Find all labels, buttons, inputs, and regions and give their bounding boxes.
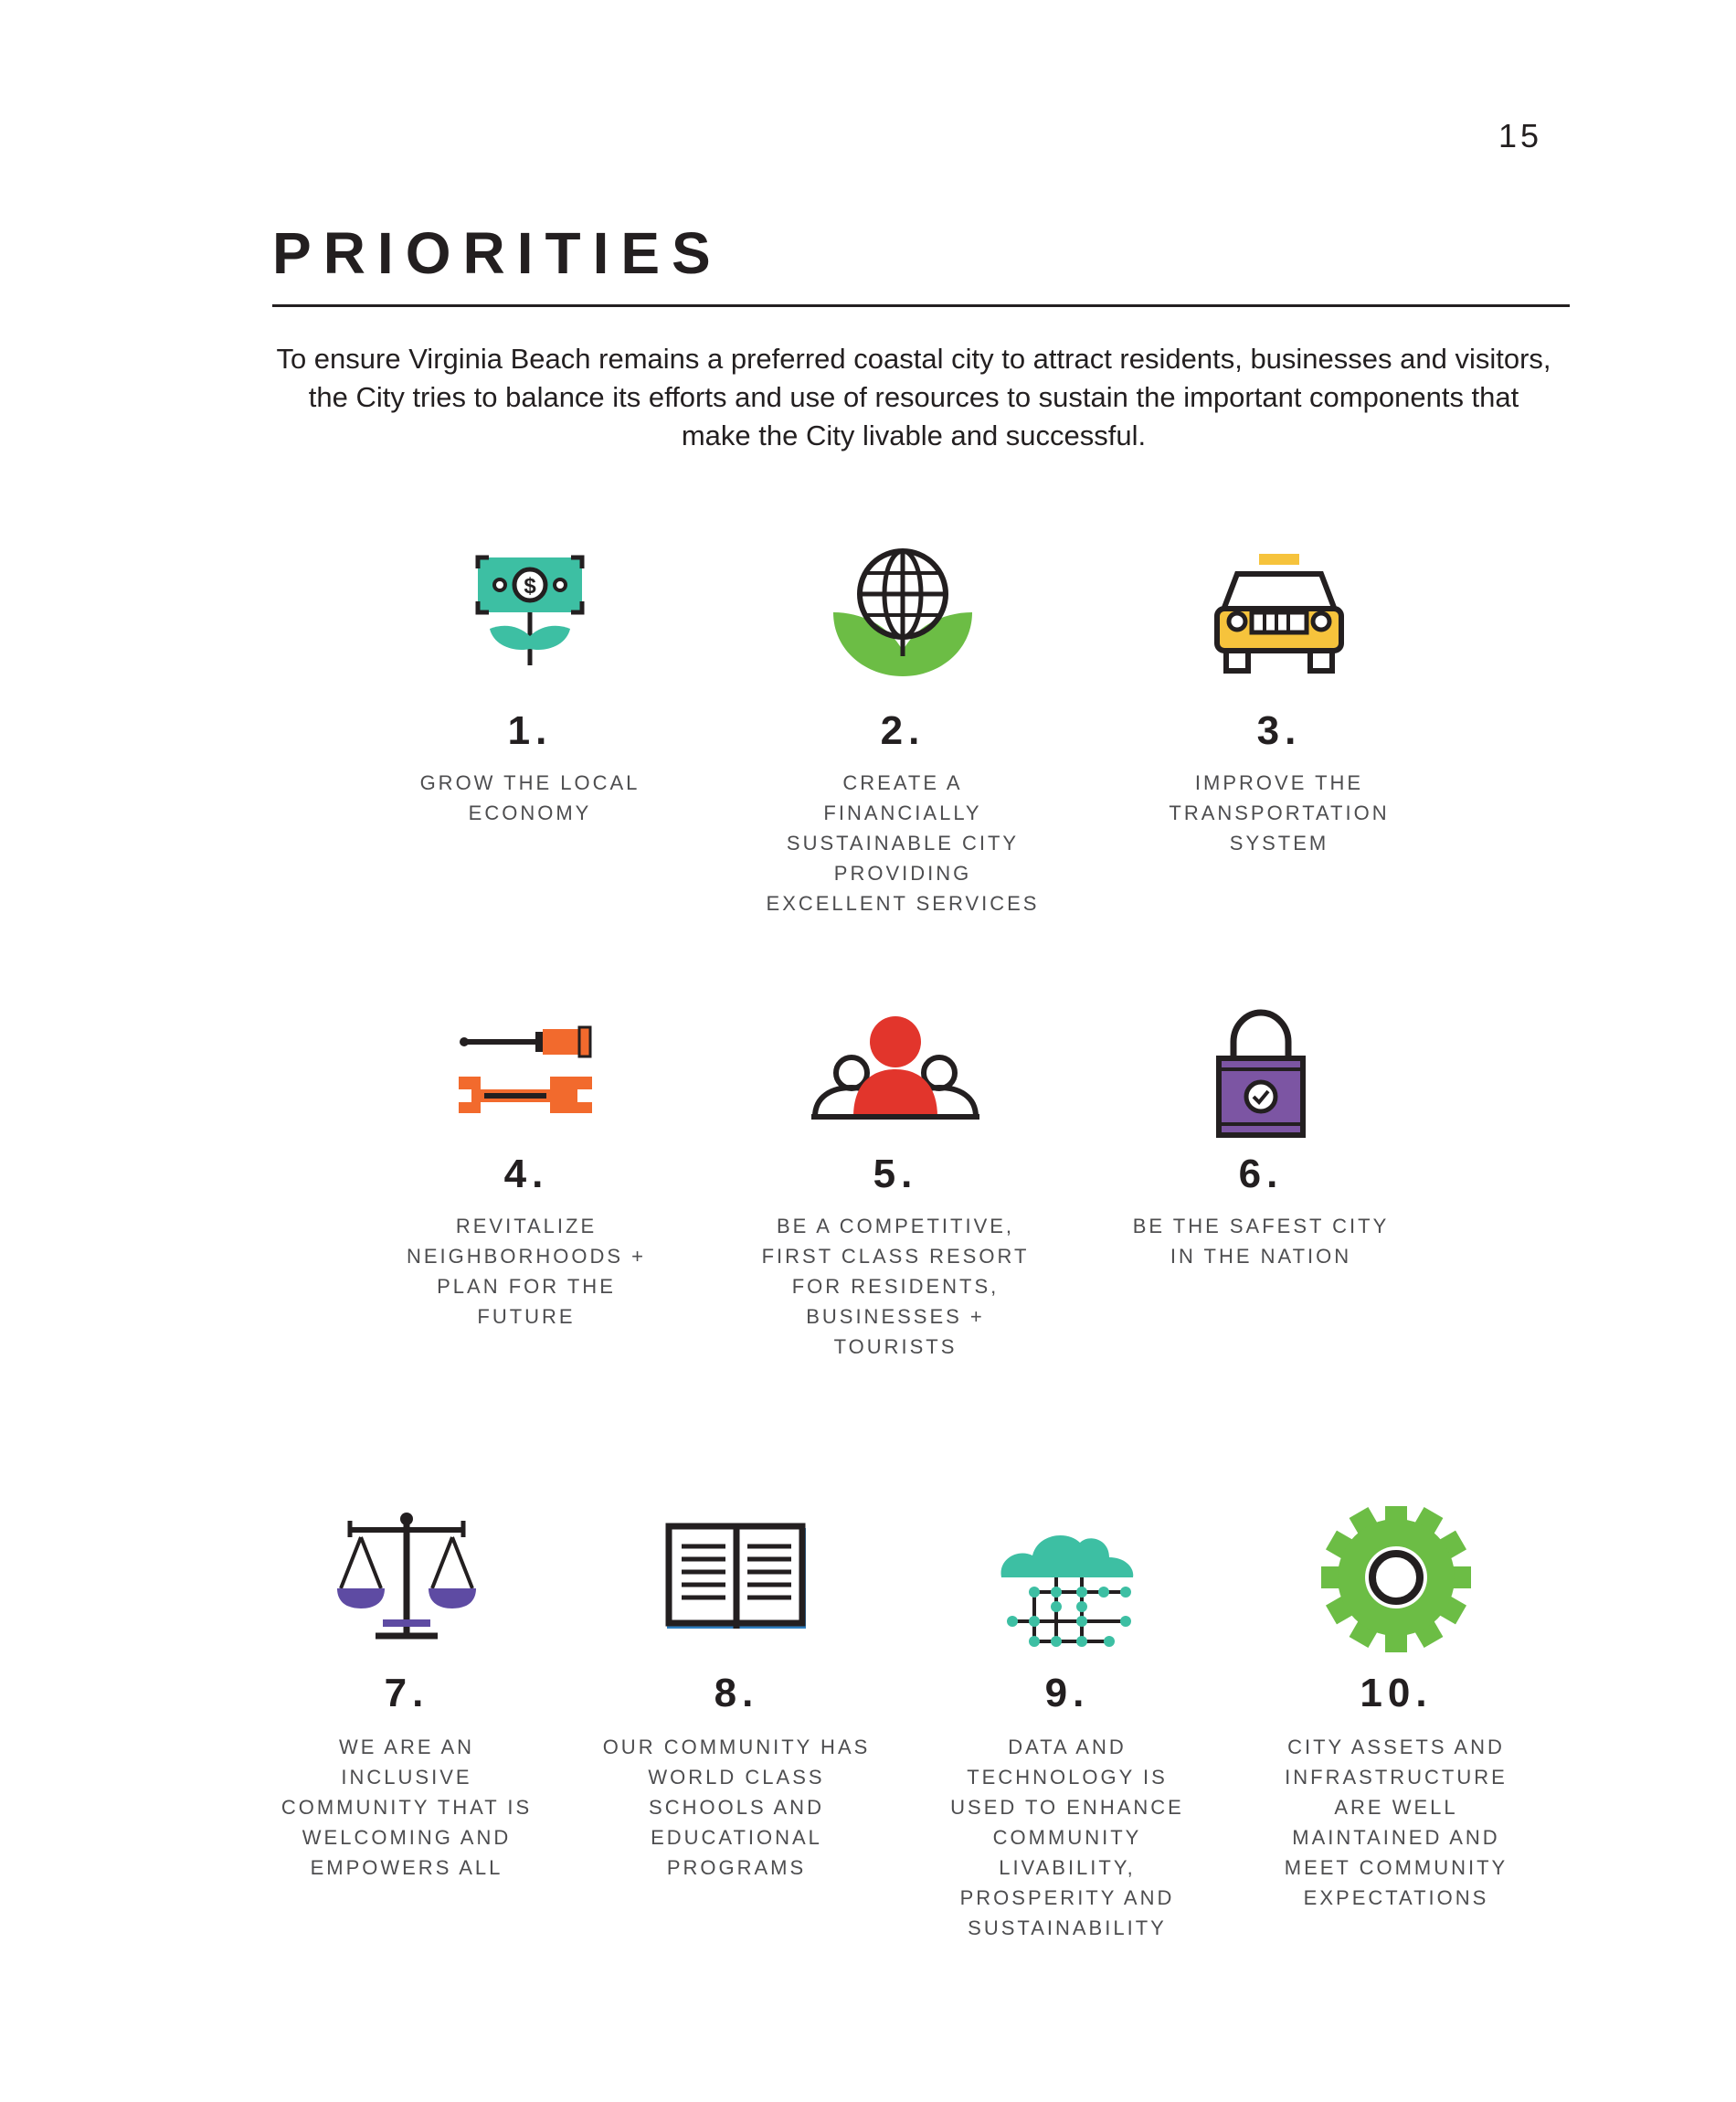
priority-label: REVITALIZE NEIGHBORHOODS + PLAN FOR THE FUTURE [407, 1215, 646, 1328]
priority-label: OUR COMMUNITY HAS WORLD CLASS SCHOOLS AND EDUCATIONAL PROGRAMS [602, 1736, 871, 1879]
priority-label: CREATE A FINANCIALLY SUSTAINABLE CITY PROVIDING EXCELLENT SERVICES [766, 771, 1040, 915]
priority-number: 9. [1044, 1671, 1090, 1715]
priority-label: CITY ASSETS AND INFRASTRUCTURE ARE WELL MAINTAINED AND MEET COMMUNITY EXPECTATIONS [1284, 1736, 1508, 1909]
priority-number: 5. [873, 1152, 918, 1196]
priority-label: WE ARE AN INCLUSIVE COMMUNITY THAT IS WELCOMING AND EMPOWERS ALL [281, 1736, 533, 1879]
priority-label: IMPROVE THE TRANSPORTATION SYSTEM [1169, 771, 1390, 855]
padlock-icon [1124, 1005, 1398, 1142]
priority-number: 1. [507, 708, 553, 753]
priority-number: 3. [1256, 708, 1302, 753]
priority-label: GROW THE LOCAL ECONOMY [419, 771, 640, 824]
taxi-icon [1142, 548, 1416, 676]
cloud-network-icon [930, 1506, 1204, 1652]
priority-label: BE A COMPETITIVE, FIRST CLASS RESORT FOR RESIDENTS, BUSINESSES + TOURISTS [761, 1215, 1030, 1358]
priority-number: 8. [714, 1671, 759, 1715]
title-divider [272, 304, 1570, 307]
priority-number: 10. [1360, 1671, 1433, 1715]
priority-number: 2. [880, 708, 926, 753]
priority-label: BE THE SAFEST CITY IN THE NATION [1132, 1215, 1390, 1268]
money-plant-icon [393, 548, 667, 676]
priority-label: DATA AND TECHNOLOGY IS USED TO ENHANCE COMMUNITY LIVABILITY, PROSPERITY AND SUSTAINABILITY [950, 1736, 1184, 1939]
scales-icon [270, 1506, 544, 1652]
tools-icon [389, 1005, 663, 1133]
svg-text:$: $ [524, 574, 536, 599]
priority-number: 4. [503, 1152, 549, 1196]
gear-icon [1259, 1506, 1533, 1652]
priority-number: 7. [384, 1671, 429, 1715]
globe-leaves-icon [766, 548, 1040, 676]
priority-number: 6. [1238, 1152, 1284, 1196]
page-title: PRIORITIES [272, 220, 723, 286]
page-number: 15 [1498, 117, 1543, 154]
intro-paragraph: To ensure Virginia Beach remains a preferred coastal city to attract residents, businesses and visitors, the City tries to balance its efforts and use of resources to sustain the important components that make the City livable and successful. [276, 343, 1551, 451]
people-icon [758, 1005, 1032, 1133]
open-book-icon [599, 1506, 873, 1652]
